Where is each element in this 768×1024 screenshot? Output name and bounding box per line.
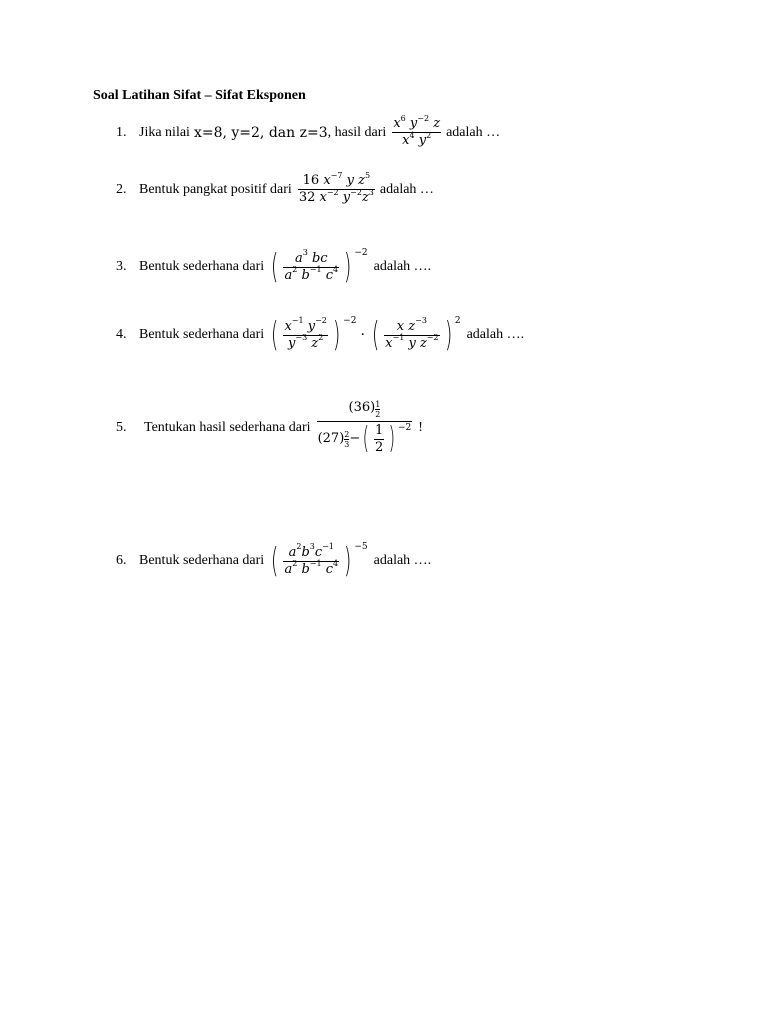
question-text: Bentuk pangkat positif dari	[139, 181, 292, 197]
question-suffix: adalah …	[446, 124, 501, 140]
question-4: 4. Bentuk sederhana dari ( $\frac{x^{-1} y^{-2}}{y^{-3} z^2}$ ) −2 · ( $\frac{x z^{-3}}{x^{-1} y z^{-2}}$ ) 2 adalah ….	[116, 315, 525, 355]
expression-parenthesized: ( $\frac{a^3 bc}{a^2 b^{-1} c^4}$ ) −2	[271, 247, 368, 287]
question-suffix: adalah …	[379, 181, 434, 197]
question-suffix: adalah ….	[373, 553, 432, 568]
question-number: 2.	[116, 181, 127, 197]
expression-fraction: (36) $\frac{1}{2}$ (27) $\frac{2}{3}$ − ( $\frac{1}{2}$ ) −2	[317, 400, 412, 456]
question-3	[116, 247, 435, 287]
question-number: 5.	[116, 420, 127, 435]
question-number: 3.	[116, 259, 127, 274]
question-5	[116, 400, 427, 456]
question-number: 6.	[116, 553, 127, 568]
question-text: Tentukan hasil sederhana dari	[144, 420, 311, 435]
expression-parenthesized: ( $\frac{a^2b^3c^{-1}}{a^2 b^{-1} c^4}$ ) −5	[271, 541, 368, 581]
question-number: 1.	[116, 124, 127, 140]
question-1	[116, 113, 504, 149]
question-text: Jika nilai	[139, 124, 190, 140]
expression-parenthesized-left: ( $\frac{x^{-1} y^{-2}}{y^{-3} z^2}$ ) −2	[271, 315, 357, 355]
question-suffix: !	[418, 420, 423, 435]
question-text-mid: , hasil dari	[327, 124, 387, 140]
question-suffix: adalah ….	[373, 259, 432, 274]
question-condition: x=8, y=2, dan z=3	[193, 124, 328, 141]
expression-parenthesized-right: ( $\frac{x z^{-3}}{x^{-1} y z^{-2}}$ ) 2	[371, 315, 461, 355]
question-2	[116, 170, 438, 206]
question-number: 4.	[116, 327, 127, 342]
expression-fraction: $\frac{x^6 y^{-2} z}{x^4 y^2}$	[393, 113, 441, 148]
question-suffix: adalah ….	[466, 327, 525, 342]
question-text: Bentuk sederhana dari	[139, 259, 265, 274]
question-text: Bentuk sederhana dari	[139, 553, 265, 568]
expression-fraction: $\frac{16 x^{-7} y z^5}{32 x^{-2} y^{-2}z^3}$	[298, 170, 374, 205]
document-title: Soal Latihan Sifat – Sifat Eksponen	[93, 88, 306, 103]
question-text: Bentuk sederhana dari	[139, 327, 265, 342]
question-6	[116, 541, 435, 581]
